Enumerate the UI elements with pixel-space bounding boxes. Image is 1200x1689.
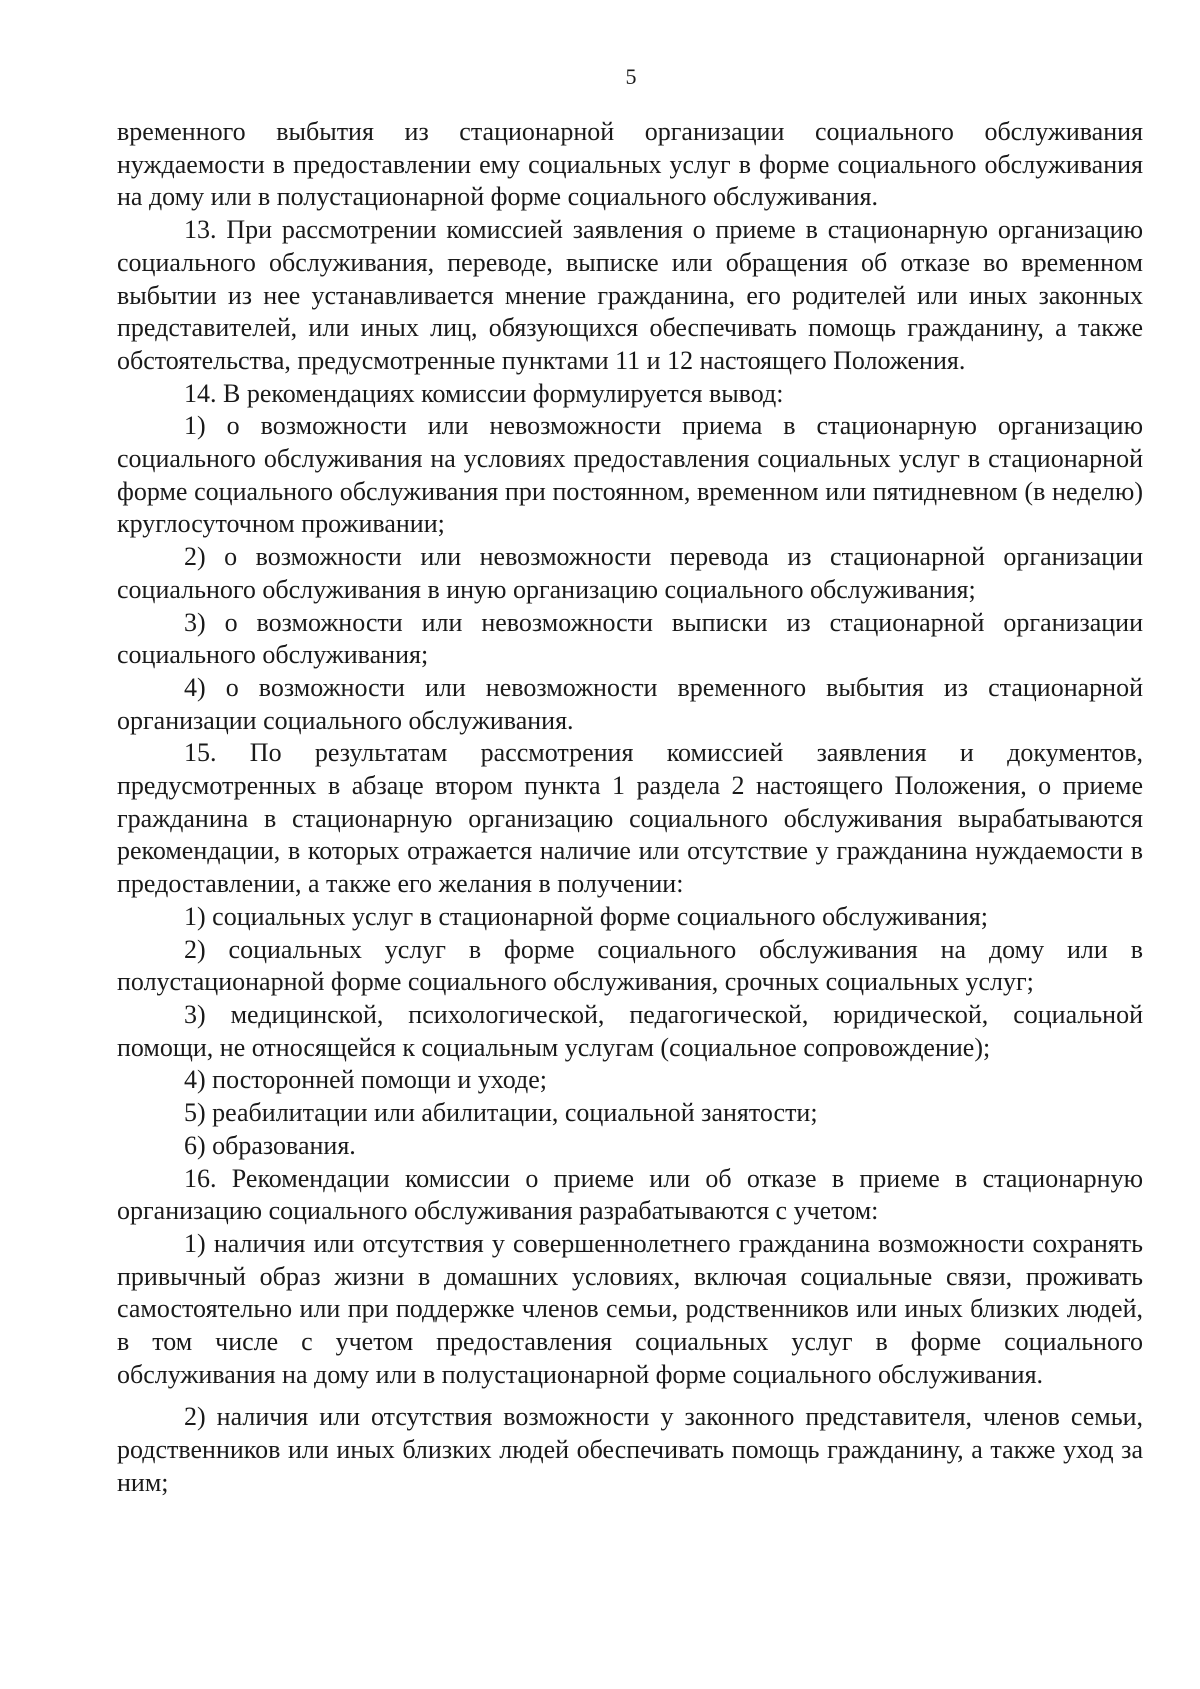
paragraph-item-15-sub-1: 1) социальных услуг в стационарной форме социального обслуживания; bbox=[184, 901, 988, 931]
paragraph-item-13: 13. При рассмотрении комиссией заявления о приеме в стационарную организацию социального обслуживания, переводе, выписке или обращения об отказе во временном выбытии из нее устанавливается мнение гражданина, его родителей или иных законных представителей, или иных лиц, обязующихся обеспечивать помощь гражданину, а также обстоятельства, предусмотренные пунктами 11 и 12 настоящего Положения. bbox=[117, 215, 1143, 375]
document-body bbox=[117, 116, 1143, 1500]
paragraph-item-16-sub-1: 1) наличия или отсутствия у совершеннолетнего гражданина возможности сохранять привычный образ жизни в домашних условиях, включая социальные связи, проживать самостоятельно или при поддержке членов семьи, родственников или иных близких людей, в том числе с учетом предоставления социальных услуг в форме социального обслуживания на дому или в полустационарной форме социального обслуживания. bbox=[117, 1228, 1143, 1389]
paragraph-item-15-sub-4: 4) посторонней помощи и уходе; bbox=[184, 1065, 548, 1095]
paragraph-item-14-sub-1: 1) о возможности или невозможности приема в стационарную организацию социального обслуживания на условиях предоставления социальных услуг в стационарной форме социального обслуживания при постоянном, временном или пятидневном (в неделю) круглосуточном проживании; bbox=[117, 411, 1143, 539]
paragraph-item-14-sub-2: 2) о возможности или невозможности перевода из стационарной организации социального обслуживания в иную организацию социального обслуживания; bbox=[117, 542, 1143, 604]
paragraph-continuation: временного выбытия из стационарной организации социального обслуживания нуждаемости в предоставлении ему социальных услуг в форме социального обслуживания на дому или в полустационарной форме социального обслуживания. bbox=[117, 117, 1143, 212]
paragraph-item-14-sub-3: 3) о возможности или невозможности выписки из стационарной организации социального обслуживания; bbox=[117, 607, 1143, 670]
paragraph-item-14-sub-4: 4) о возможности или невозможности временного выбытия из стационарной организации социального обслуживания. bbox=[117, 672, 1143, 735]
paragraph-item-14: 14. В рекомендациях комиссии формулируется вывод: bbox=[184, 378, 784, 408]
paragraph-item-15: 15. По результатам рассмотрения комиссией заявления и документов, предусмотренных в абзаце втором пункта 1 раздела 2 настоящего Положения, о приеме гражданина в стационарную организацию социального обслуживания вырабатываются рекомендации, в которых отражается наличие или отсутствие у гражданина нуждаемости в предоставлении, а также его желания в получении: bbox=[117, 738, 1143, 899]
paragraph-item-16-sub-2: 2) наличия или отсутствия возможности у законного представителя, членов семьи, родственников или иных близких людей обеспечивать помощь гражданину, а также уход за ним; bbox=[117, 1402, 1143, 1497]
page-number: 5 bbox=[625, 64, 637, 89]
paragraph-item-15-sub-3: 3) медицинской, психологической, педагогической, юридической, социальной помощи, не относящейся к социальным услугам (социальное сопровождение); bbox=[117, 999, 1143, 1062]
paragraph-item-16: 16. Рекомендации комиссии о приеме или об отказе в приеме в стационарную организацию социального обслуживания разрабатываются с учетом: bbox=[117, 1163, 1143, 1226]
paragraph-item-15-sub-2: 2) социальных услуг в форме социального обслуживания на дому или в полустационарной форме социального обслуживания, срочных социальных услуг; bbox=[117, 934, 1143, 997]
paragraph-item-15-sub-5: 5) реабилитации или абилитации, социальной занятости; bbox=[184, 1098, 818, 1128]
paragraph-item-15-sub-6: 6) образования. bbox=[184, 1130, 356, 1160]
